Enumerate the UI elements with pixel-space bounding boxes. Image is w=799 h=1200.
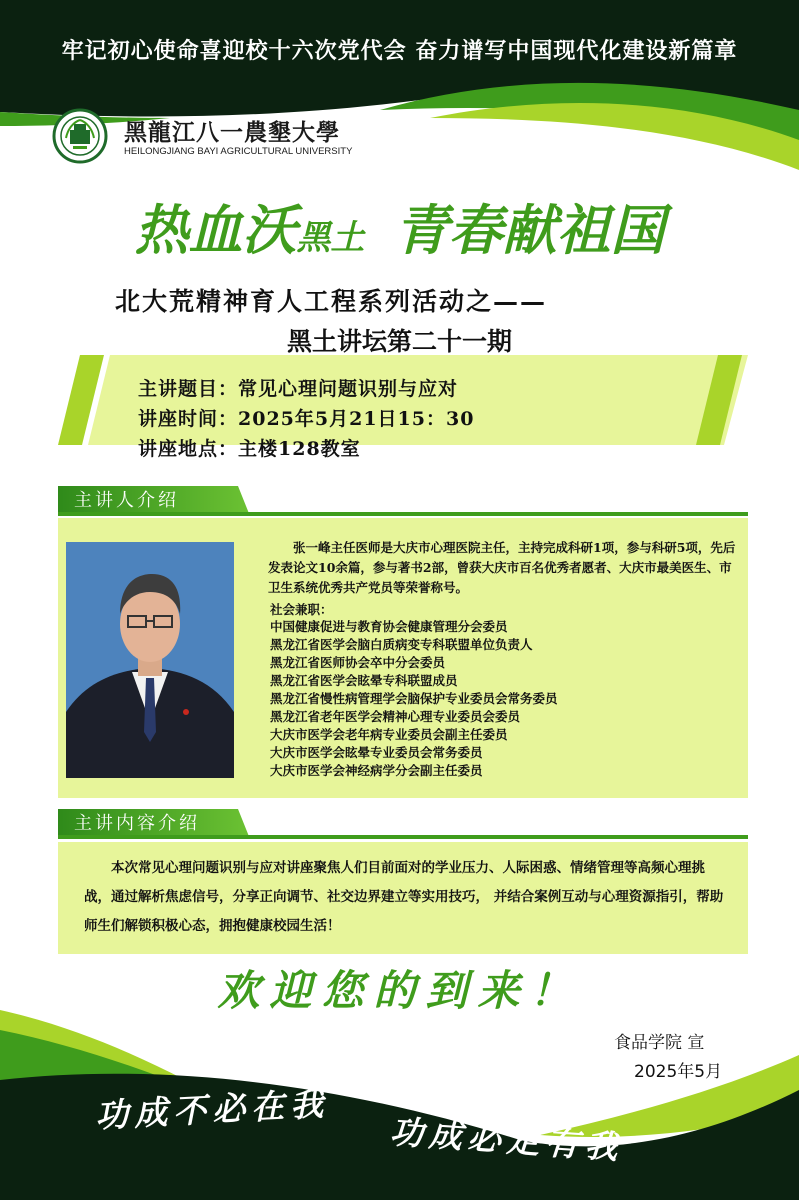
subtitle-series: 北大荒精神育人工程系列活动之—— bbox=[115, 287, 548, 316]
university-emblem-icon bbox=[52, 108, 108, 164]
headline-part1: 热血沃 bbox=[134, 198, 297, 262]
bottom-slogan-2: 功成必定有我 bbox=[388, 1111, 625, 1168]
headline-part2: 黑土 bbox=[296, 218, 365, 258]
lecture-topic: 主讲题目：常见心理问题识别与应对 bbox=[138, 378, 459, 400]
role-item: 黑龙江省医学会眩晕专科联盟成员 bbox=[270, 673, 458, 688]
university-logo bbox=[52, 108, 372, 164]
issuer: 食品学院 宣 bbox=[614, 1033, 705, 1053]
bottom-slogan-1: 功成不必在我 bbox=[94, 1083, 330, 1136]
subtitle-issue: 黑土讲坛第二十一期 bbox=[286, 327, 512, 356]
role-item: 大庆市医学会神经病学分会副主任委员 bbox=[270, 763, 483, 778]
lecture-info bbox=[138, 374, 474, 464]
content-text: 本次常见心理问题识别与应对讲座聚焦人们目前面对的学业压力、人际困惑、情绪管理等高频心理挑战，通过解析焦虑信号，分享正向调节、社交边界建立等实用技巧， 并结合案例互动与心理资源指引，帮助师生们解锁积极心态，拥抱健康校园生活！ bbox=[84, 860, 724, 934]
lecture-place: 讲座地点：主楼128教室 bbox=[138, 438, 361, 460]
welcome-text: 欢迎您的到来！ bbox=[217, 966, 582, 1015]
role-item: 中国健康促进与教育协会健康管理分会委员 bbox=[270, 619, 508, 634]
roles-title: 社会兼职： bbox=[270, 602, 333, 617]
top-slogan: 牢记初心使命喜迎校十六次党代会 奋力谱写中国现代化建设新篇章 bbox=[61, 39, 738, 64]
speaker-bio: 张一峰主任医师是大庆市心理医院主任，主持完成科研1项，参与科研5项，先后发表论文10余篇，参与著书2部，曾获大庆市百名优秀者愿者、大庆市最美医生、市卫生系统优秀共产党员等荣誉称号。 bbox=[268, 540, 736, 595]
lecture-time: 讲座时间：2025年5月21日15：30 bbox=[138, 408, 475, 430]
university-name-cn: 黑龍江八一農墾大學 bbox=[124, 119, 340, 146]
role-item: 黑龙江省老年医学会精神心理专业委员会委员 bbox=[270, 709, 521, 724]
speaker-section-tab: 主讲人介绍 bbox=[74, 490, 179, 511]
issue-date: 2025年5月 bbox=[634, 1062, 723, 1082]
role-item: 黑龙江省医师协会卒中分会委员 bbox=[270, 655, 446, 670]
role-item: 大庆市医学会眩晕专业委员会常务委员 bbox=[270, 745, 483, 760]
speaker-portrait bbox=[66, 542, 234, 778]
headline-part3: 青春献祖国 bbox=[394, 198, 665, 262]
role-item: 黑龙江省医学会脑白质病变专科联盟单位负责人 bbox=[270, 637, 533, 652]
speaker-photo bbox=[66, 542, 234, 778]
headline bbox=[0, 188, 799, 265]
speaker-panel bbox=[58, 518, 748, 798]
content-panel bbox=[58, 842, 748, 954]
roles-list bbox=[270, 618, 558, 780]
university-name-en: HEILONGJIANG BAYI AGRICULTURAL UNIVERSITY bbox=[124, 146, 353, 157]
content-section-tab: 主讲内容介绍 bbox=[74, 813, 200, 834]
role-item: 大庆市医学会老年病专业委员会副主任委员 bbox=[270, 727, 508, 742]
role-item: 黑龙江省慢性病管理学会脑保护专业委员会常务委员 bbox=[270, 691, 558, 706]
